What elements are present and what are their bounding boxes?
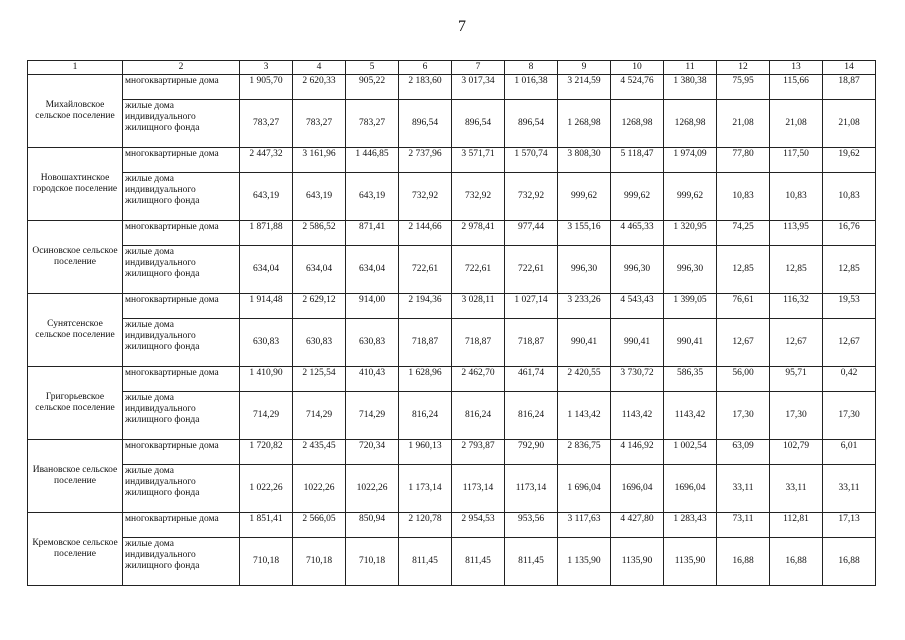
value-cell: 999,62 <box>558 173 611 221</box>
value-cell: 33,11 <box>823 465 876 513</box>
value-cell: 2 836,75 <box>558 440 611 465</box>
value-cell: 63,09 <box>717 440 770 465</box>
table-row <box>28 221 876 246</box>
value-cell: 12,85 <box>823 246 876 294</box>
value-cell: 1 143,42 <box>558 392 611 440</box>
value-cell: 17,30 <box>770 392 823 440</box>
value-cell: 811,45 <box>505 538 558 586</box>
table-row <box>28 440 876 465</box>
table-row <box>28 465 876 513</box>
value-cell: 1143,42 <box>664 392 717 440</box>
settlement-name: Сунятсенское сельское поселение <box>28 294 123 367</box>
value-cell: 999,62 <box>664 173 717 221</box>
value-cell: 4 524,76 <box>611 75 664 100</box>
value-cell: 12,85 <box>717 246 770 294</box>
value-cell: 112,81 <box>770 513 823 538</box>
value-cell: 816,24 <box>399 392 452 440</box>
value-cell: 2 125,54 <box>293 367 346 392</box>
value-cell: 12,67 <box>770 319 823 367</box>
settlement-name: Ивановское сельское поселение <box>28 440 123 513</box>
value-cell: 634,04 <box>240 246 293 294</box>
table-row <box>28 75 876 100</box>
value-cell: 12,67 <box>717 319 770 367</box>
value-cell: 74,25 <box>717 221 770 246</box>
table-row <box>28 148 876 173</box>
value-cell: 95,71 <box>770 367 823 392</box>
value-cell: 811,45 <box>399 538 452 586</box>
value-cell: 17,30 <box>717 392 770 440</box>
value-cell: 1 905,70 <box>240 75 293 100</box>
value-cell: 17,30 <box>823 392 876 440</box>
value-cell: 732,92 <box>452 173 505 221</box>
housing-type: жилые дома индивидуального жилищного фонда <box>123 246 240 294</box>
value-cell: 999,62 <box>611 173 664 221</box>
tariff-table <box>27 60 876 586</box>
value-cell: 75,95 <box>717 75 770 100</box>
column-header: 6 <box>399 61 452 75</box>
value-cell: 896,54 <box>452 100 505 148</box>
value-cell: 718,87 <box>399 319 452 367</box>
value-cell: 630,83 <box>293 319 346 367</box>
value-cell: 722,61 <box>452 246 505 294</box>
value-cell: 2 183,60 <box>399 75 452 100</box>
value-cell: 33,11 <box>770 465 823 513</box>
column-header: 5 <box>346 61 399 75</box>
column-header: 3 <box>240 61 293 75</box>
value-cell: 1 960,13 <box>399 440 452 465</box>
column-header: 10 <box>611 61 664 75</box>
value-cell: 643,19 <box>346 173 399 221</box>
value-cell: 2 978,41 <box>452 221 505 246</box>
value-cell: 816,24 <box>505 392 558 440</box>
value-cell: 996,30 <box>664 246 717 294</box>
value-cell: 461,74 <box>505 367 558 392</box>
value-cell: 3 233,26 <box>558 294 611 319</box>
value-cell: 2 586,52 <box>293 221 346 246</box>
value-cell: 783,27 <box>346 100 399 148</box>
value-cell: 710,18 <box>240 538 293 586</box>
column-header: 2 <box>123 61 240 75</box>
value-cell: 6,01 <box>823 440 876 465</box>
value-cell: 1143,42 <box>611 392 664 440</box>
value-cell: 1173,14 <box>505 465 558 513</box>
value-cell: 19,53 <box>823 294 876 319</box>
value-cell: 16,88 <box>770 538 823 586</box>
value-cell: 905,22 <box>346 75 399 100</box>
value-cell: 3 808,30 <box>558 148 611 173</box>
value-cell: 643,19 <box>293 173 346 221</box>
value-cell: 1 410,90 <box>240 367 293 392</box>
value-cell: 1268,98 <box>611 100 664 148</box>
value-cell: 1022,26 <box>293 465 346 513</box>
value-cell: 714,29 <box>346 392 399 440</box>
table-row <box>28 246 876 294</box>
value-cell: 3 161,96 <box>293 148 346 173</box>
value-cell: 2 566,05 <box>293 513 346 538</box>
value-cell: 3 730,72 <box>611 367 664 392</box>
value-cell: 2 420,55 <box>558 367 611 392</box>
value-cell: 1022,26 <box>346 465 399 513</box>
table-row <box>28 538 876 586</box>
value-cell: 1 320,95 <box>664 221 717 246</box>
value-cell: 718,87 <box>452 319 505 367</box>
value-cell: 850,94 <box>346 513 399 538</box>
column-header: 14 <box>823 61 876 75</box>
value-cell: 5 118,47 <box>611 148 664 173</box>
housing-type: жилые дома индивидуального жилищного фонда <box>123 319 240 367</box>
value-cell: 914,00 <box>346 294 399 319</box>
table-row <box>28 367 876 392</box>
value-cell: 12,67 <box>823 319 876 367</box>
value-cell: 73,11 <box>717 513 770 538</box>
housing-type: жилые дома индивидуального жилищного фонда <box>123 173 240 221</box>
housing-type: многоквартирные дома <box>123 440 240 465</box>
value-cell: 2 737,96 <box>399 148 452 173</box>
value-cell: 1 871,88 <box>240 221 293 246</box>
value-cell: 634,04 <box>293 246 346 294</box>
value-cell: 1173,14 <box>452 465 505 513</box>
value-cell: 643,19 <box>240 173 293 221</box>
housing-type: жилые дома индивидуального жилищного фонда <box>123 538 240 586</box>
value-cell: 1 914,48 <box>240 294 293 319</box>
value-cell: 115,66 <box>770 75 823 100</box>
value-cell: 1 027,14 <box>505 294 558 319</box>
value-cell: 2 120,78 <box>399 513 452 538</box>
table-row <box>28 513 876 538</box>
value-cell: 732,92 <box>399 173 452 221</box>
housing-type: многоквартирные дома <box>123 513 240 538</box>
value-cell: 16,76 <box>823 221 876 246</box>
value-cell: 1 696,04 <box>558 465 611 513</box>
value-cell: 1 135,90 <box>558 538 611 586</box>
value-cell: 710,18 <box>293 538 346 586</box>
value-cell: 722,61 <box>505 246 558 294</box>
column-header: 1 <box>28 61 123 75</box>
table-row <box>28 173 876 221</box>
value-cell: 4 543,43 <box>611 294 664 319</box>
value-cell: 2 793,87 <box>452 440 505 465</box>
value-cell: 18,87 <box>823 75 876 100</box>
value-cell: 896,54 <box>399 100 452 148</box>
column-header: 8 <box>505 61 558 75</box>
value-cell: 1 283,43 <box>664 513 717 538</box>
value-cell: 4 146,92 <box>611 440 664 465</box>
settlement-name: Новошахтинское городское поселение <box>28 148 123 221</box>
value-cell: 3 017,34 <box>452 75 505 100</box>
value-cell: 102,79 <box>770 440 823 465</box>
value-cell: 1 628,96 <box>399 367 452 392</box>
value-cell: 113,95 <box>770 221 823 246</box>
value-cell: 783,27 <box>293 100 346 148</box>
housing-type: многоквартирные дома <box>123 148 240 173</box>
housing-type: многоквартирные дома <box>123 221 240 246</box>
value-cell: 76,61 <box>717 294 770 319</box>
value-cell: 630,83 <box>346 319 399 367</box>
value-cell: 4 427,80 <box>611 513 664 538</box>
value-cell: 990,41 <box>558 319 611 367</box>
page-number: 7 <box>458 18 466 35</box>
value-cell: 116,32 <box>770 294 823 319</box>
settlement-name: Михайловское сельское поселение <box>28 75 123 148</box>
value-cell: 10,83 <box>823 173 876 221</box>
settlement-name: Осиновское сельское поселение <box>28 221 123 294</box>
header-row <box>28 61 876 75</box>
value-cell: 410,43 <box>346 367 399 392</box>
value-cell: 21,08 <box>717 100 770 148</box>
table-row <box>28 392 876 440</box>
value-cell: 720,34 <box>346 440 399 465</box>
settlement-name: Кремовское сельское поселение <box>28 513 123 586</box>
value-cell: 10,83 <box>770 173 823 221</box>
value-cell: 783,27 <box>240 100 293 148</box>
column-header: 4 <box>293 61 346 75</box>
value-cell: 811,45 <box>452 538 505 586</box>
value-cell: 990,41 <box>611 319 664 367</box>
value-cell: 2 447,32 <box>240 148 293 173</box>
value-cell: 871,41 <box>346 221 399 246</box>
value-cell: 4 465,33 <box>611 221 664 246</box>
value-cell: 3 155,16 <box>558 221 611 246</box>
value-cell: 714,29 <box>293 392 346 440</box>
housing-type: многоквартирные дома <box>123 294 240 319</box>
column-header: 9 <box>558 61 611 75</box>
value-cell: 1 268,98 <box>558 100 611 148</box>
value-cell: 996,30 <box>558 246 611 294</box>
value-cell: 2 620,33 <box>293 75 346 100</box>
value-cell: 1 016,38 <box>505 75 558 100</box>
value-cell: 586,35 <box>664 367 717 392</box>
value-cell: 634,04 <box>346 246 399 294</box>
value-cell: 33,11 <box>717 465 770 513</box>
value-cell: 56,00 <box>717 367 770 392</box>
value-cell: 722,61 <box>399 246 452 294</box>
value-cell: 3 571,71 <box>452 148 505 173</box>
value-cell: 732,92 <box>505 173 558 221</box>
value-cell: 710,18 <box>346 538 399 586</box>
value-cell: 17,13 <box>823 513 876 538</box>
value-cell: 996,30 <box>611 246 664 294</box>
value-cell: 718,87 <box>505 319 558 367</box>
value-cell: 2 629,12 <box>293 294 346 319</box>
value-cell: 1 570,74 <box>505 148 558 173</box>
value-cell: 896,54 <box>505 100 558 148</box>
value-cell: 3 117,63 <box>558 513 611 538</box>
value-cell: 2 144,66 <box>399 221 452 246</box>
value-cell: 2 954,53 <box>452 513 505 538</box>
table-body <box>28 75 876 586</box>
value-cell: 1 446,85 <box>346 148 399 173</box>
value-cell: 990,41 <box>664 319 717 367</box>
value-cell: 792,90 <box>505 440 558 465</box>
value-cell: 977,44 <box>505 221 558 246</box>
value-cell: 1 851,41 <box>240 513 293 538</box>
value-cell: 2 435,45 <box>293 440 346 465</box>
settlement-name: Григорьевское сельское поселение <box>28 367 123 440</box>
value-cell: 1 173,14 <box>399 465 452 513</box>
table-row <box>28 294 876 319</box>
column-header: 11 <box>664 61 717 75</box>
value-cell: 21,08 <box>823 100 876 148</box>
value-cell: 2 462,70 <box>452 367 505 392</box>
housing-type: жилые дома индивидуального жилищного фонда <box>123 465 240 513</box>
value-cell: 1135,90 <box>664 538 717 586</box>
value-cell: 0,42 <box>823 367 876 392</box>
value-cell: 10,83 <box>717 173 770 221</box>
housing-type: многоквартирные дома <box>123 367 240 392</box>
housing-type: жилые дома индивидуального жилищного фонда <box>123 100 240 148</box>
value-cell: 1 022,26 <box>240 465 293 513</box>
column-header: 13 <box>770 61 823 75</box>
value-cell: 12,85 <box>770 246 823 294</box>
value-cell: 714,29 <box>240 392 293 440</box>
column-header: 12 <box>717 61 770 75</box>
value-cell: 117,50 <box>770 148 823 173</box>
value-cell: 3 028,11 <box>452 294 505 319</box>
value-cell: 16,88 <box>823 538 876 586</box>
housing-type: жилые дома индивидуального жилищного фонда <box>123 392 240 440</box>
value-cell: 21,08 <box>770 100 823 148</box>
value-cell: 1135,90 <box>611 538 664 586</box>
value-cell: 2 194,36 <box>399 294 452 319</box>
value-cell: 16,88 <box>717 538 770 586</box>
value-cell: 77,80 <box>717 148 770 173</box>
value-cell: 816,24 <box>452 392 505 440</box>
value-cell: 19,62 <box>823 148 876 173</box>
housing-type: многоквартирные дома <box>123 75 240 100</box>
value-cell: 1696,04 <box>664 465 717 513</box>
value-cell: 1 720,82 <box>240 440 293 465</box>
value-cell: 1268,98 <box>664 100 717 148</box>
value-cell: 3 214,59 <box>558 75 611 100</box>
value-cell: 630,83 <box>240 319 293 367</box>
value-cell: 1 380,38 <box>664 75 717 100</box>
table-row <box>28 319 876 367</box>
value-cell: 1 399,05 <box>664 294 717 319</box>
table-row <box>28 100 876 148</box>
column-header: 7 <box>452 61 505 75</box>
value-cell: 1 974,09 <box>664 148 717 173</box>
value-cell: 953,56 <box>505 513 558 538</box>
value-cell: 1696,04 <box>611 465 664 513</box>
value-cell: 1 002,54 <box>664 440 717 465</box>
